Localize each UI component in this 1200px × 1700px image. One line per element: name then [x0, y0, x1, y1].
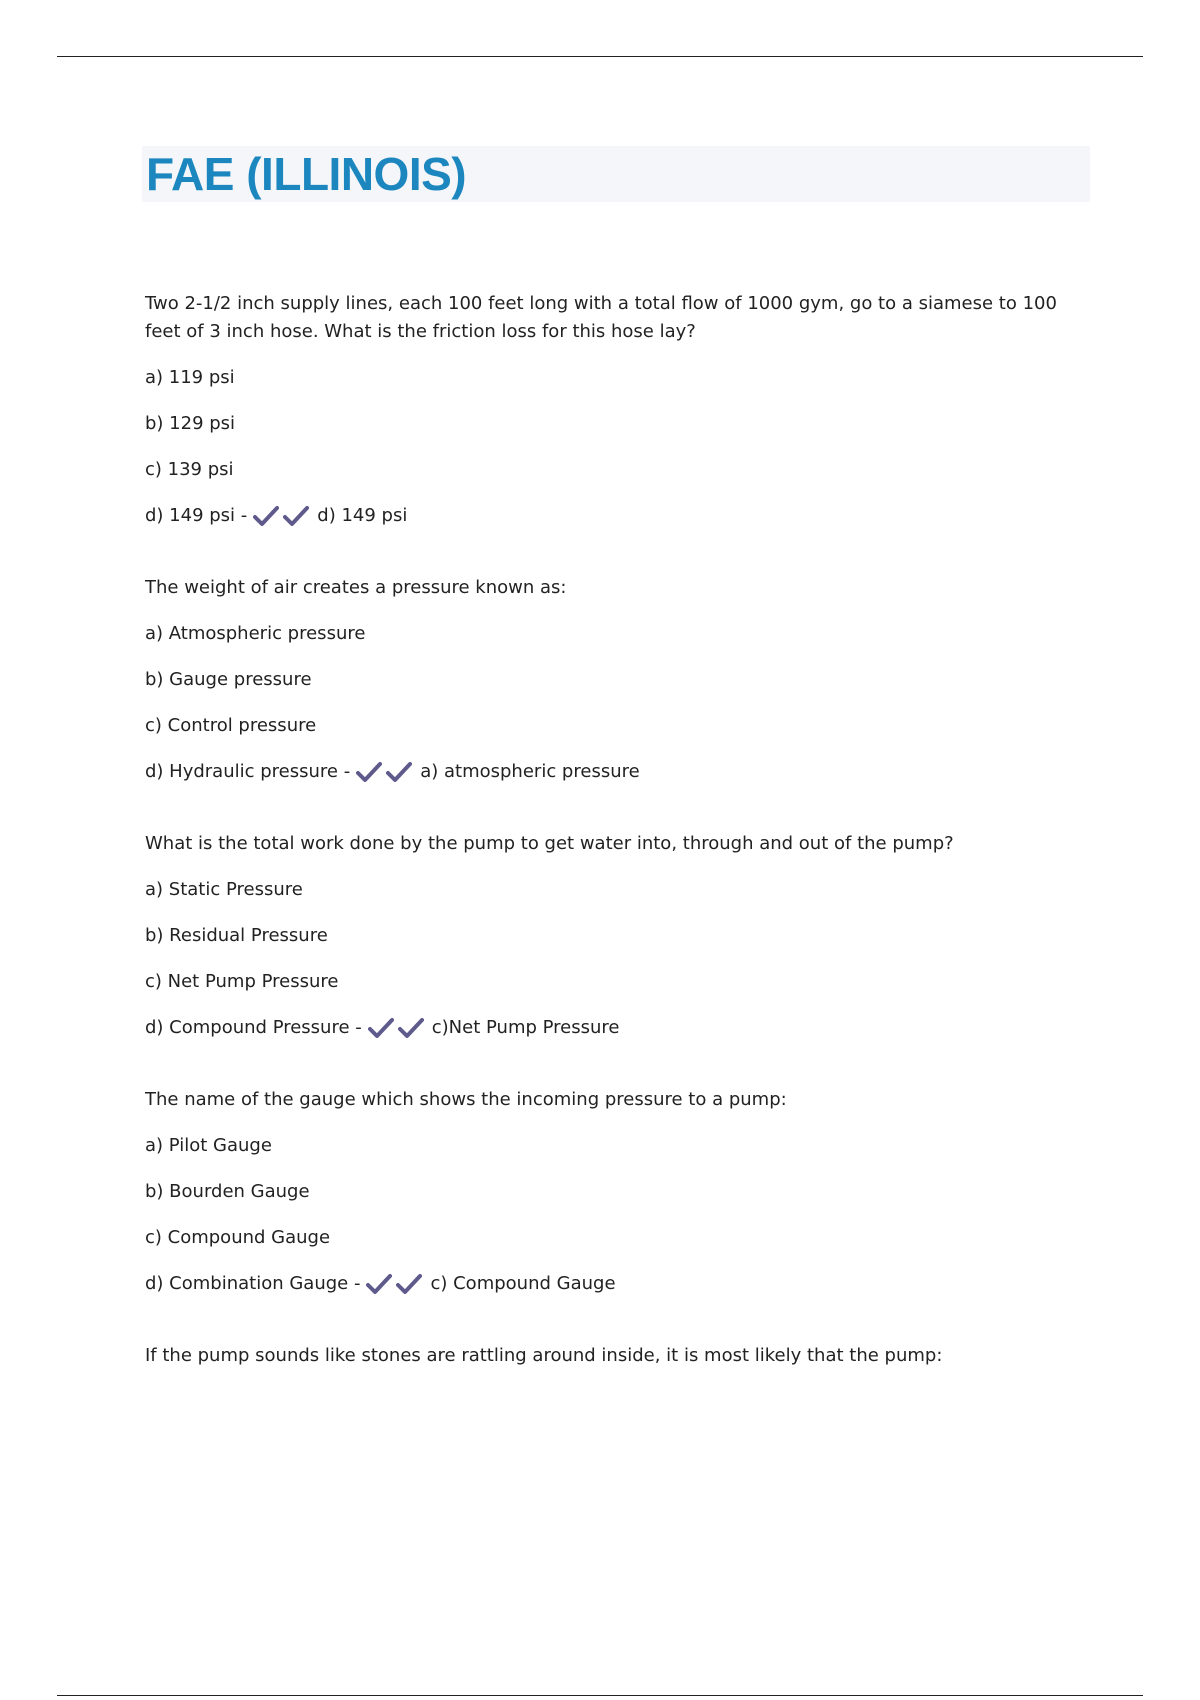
- checkmark-icon: [366, 1273, 392, 1295]
- correct-answer-text: a) atmospheric pressure: [420, 761, 640, 782]
- answer-option: [145, 1178, 1095, 1206]
- option-label: c) Compound Gauge: [145, 1227, 331, 1248]
- option-label: a) 119 psi: [145, 367, 235, 388]
- header-rule: [57, 56, 1143, 57]
- question-block: [145, 1086, 1095, 1298]
- answer-option: [145, 876, 1095, 904]
- option-label: c) Control pressure: [145, 715, 317, 736]
- answer-option: [145, 666, 1095, 694]
- option-label: a) Atmospheric pressure: [145, 623, 366, 644]
- question-block: [145, 290, 1095, 530]
- checkmark-icon: [283, 505, 309, 527]
- question-text: The name of the gauge which shows the incoming pressure to a pump:: [145, 1089, 787, 1110]
- question-list: [145, 290, 1095, 1414]
- correct-answer-marks: [356, 761, 416, 783]
- correct-answer-marks: [368, 1017, 428, 1039]
- option-label: d) Combination Gauge -: [145, 1273, 361, 1294]
- question-text: What is the total work done by the pump to get water into, through and out of the pump?: [145, 833, 954, 854]
- question-text: The weight of air creates a pressure known as:: [145, 577, 567, 598]
- answer-option: [145, 456, 1095, 484]
- answer-option: [145, 758, 1095, 786]
- option-label: a) Pilot Gauge: [145, 1135, 272, 1156]
- answer-option: [145, 968, 1095, 996]
- checkmark-icon: [253, 505, 279, 527]
- option-label: d) 149 psi -: [145, 505, 248, 526]
- correct-answer-text: c)Net Pump Pressure: [431, 1017, 620, 1038]
- answer-option: [145, 1014, 1095, 1042]
- question-block: [145, 574, 1095, 786]
- footer-rule: [57, 1695, 1143, 1696]
- question-text: If the pump sounds like stones are rattling around inside, it is most likely that the pump:: [145, 1345, 943, 1366]
- correct-answer-text: d) 149 psi: [317, 505, 408, 526]
- correct-answer-marks: [253, 505, 313, 527]
- answer-option: [145, 502, 1095, 530]
- checkmark-icon: [386, 761, 412, 783]
- option-label: b) Gauge pressure: [145, 669, 312, 690]
- answer-option: [145, 922, 1095, 950]
- checkmark-icon: [396, 1273, 422, 1295]
- document-title: FAE (ILLINOIS): [146, 148, 467, 200]
- option-label: d) Hydraulic pressure -: [145, 761, 351, 782]
- correct-answer-text: c) Compound Gauge: [430, 1273, 616, 1294]
- option-label: b) Residual Pressure: [145, 925, 328, 946]
- question-text: Two 2-1/2 inch supply lines, each 100 feet long with a total flow of 1000 gym, go to a siamese to 100 feet of 3 inch hose. What is the friction loss for this hose lay?: [145, 293, 1057, 342]
- answer-option: [145, 410, 1095, 438]
- question-block: [145, 830, 1095, 1042]
- answer-option: [145, 364, 1095, 392]
- checkmark-icon: [356, 761, 382, 783]
- option-label: b) Bourden Gauge: [145, 1181, 310, 1202]
- answer-option: [145, 1224, 1095, 1252]
- answer-option: [145, 620, 1095, 648]
- option-label: b) 129 psi: [145, 413, 236, 434]
- option-label: c) 139 psi: [145, 459, 234, 480]
- checkmark-icon: [398, 1017, 424, 1039]
- answer-option: [145, 712, 1095, 740]
- checkmark-icon: [368, 1017, 394, 1039]
- option-label: c) Net Pump Pressure: [145, 971, 339, 992]
- question-block: [145, 1342, 1095, 1370]
- answer-option: [145, 1132, 1095, 1160]
- correct-answer-marks: [366, 1273, 426, 1295]
- answer-option: [145, 1270, 1095, 1298]
- option-label: a) Static Pressure: [145, 879, 303, 900]
- option-label: d) Compound Pressure -: [145, 1017, 362, 1038]
